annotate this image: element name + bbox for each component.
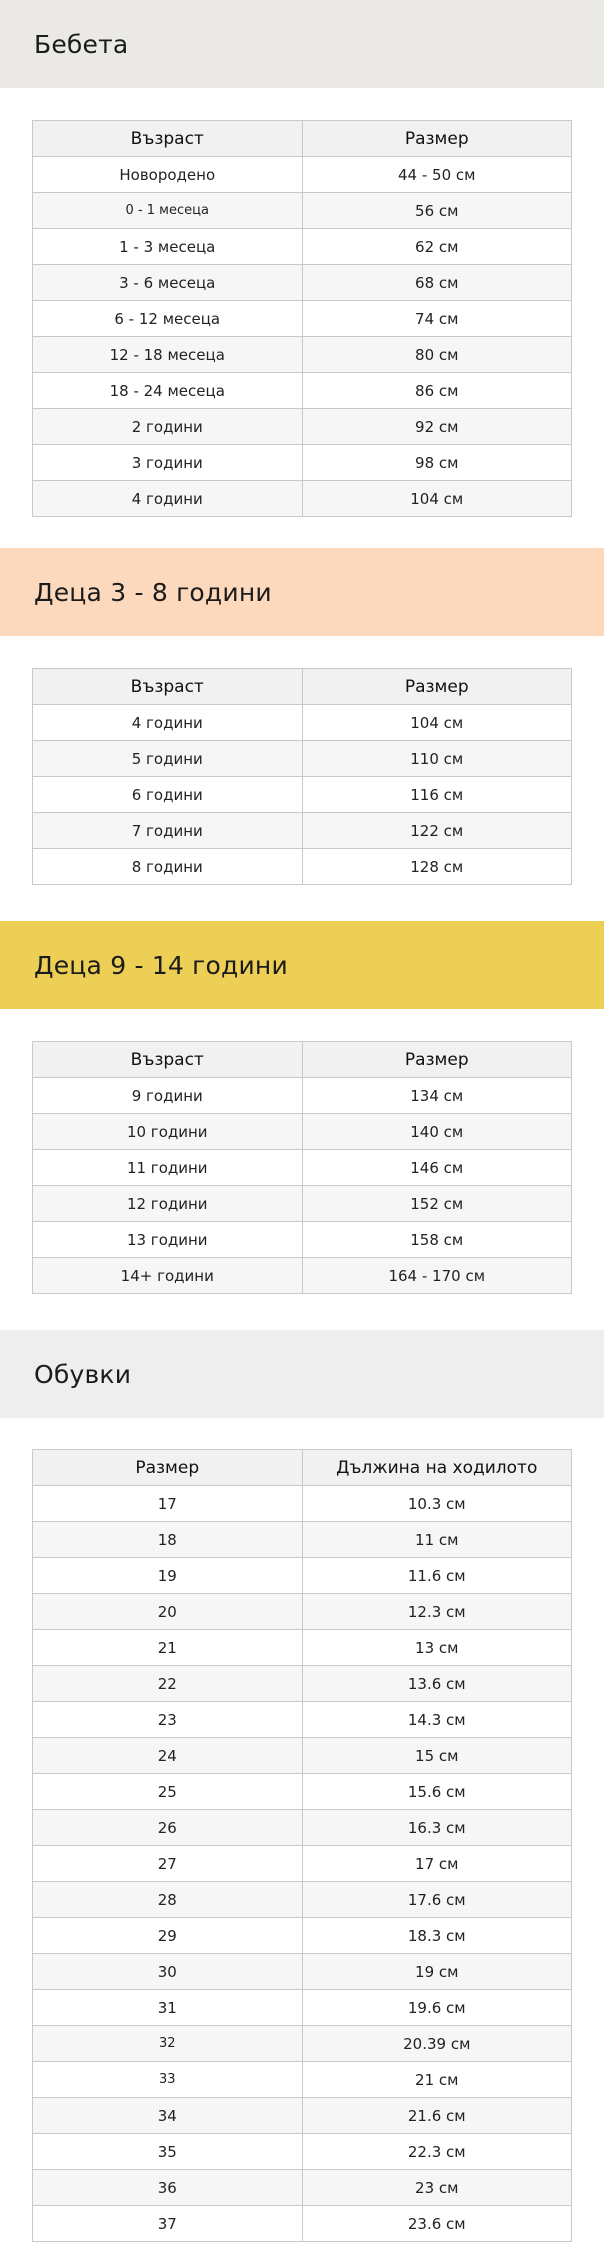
- age-cell: 13 години: [33, 1222, 303, 1258]
- table-row: [33, 2026, 572, 2062]
- shoe-size-cell: 21: [33, 1630, 303, 1666]
- table-row: [33, 1258, 572, 1294]
- section-title: Обувки: [34, 1359, 132, 1389]
- shoe-size-cell: 27: [33, 1846, 303, 1882]
- table-row: [33, 1186, 572, 1222]
- age-cell: 14+ години: [33, 1258, 303, 1294]
- size-table-kids-3-8: [32, 668, 572, 885]
- age-cell: 1 - 3 месеца: [33, 229, 303, 265]
- shoe-size-cell: 32: [33, 2026, 303, 2062]
- size-cell: 158 см: [302, 1222, 572, 1258]
- column-header-size: Размер: [302, 669, 572, 705]
- age-cell: 2 години: [33, 409, 303, 445]
- column-header-age: Възраст: [33, 669, 303, 705]
- age-cell: Новородено: [33, 157, 303, 193]
- table-row: [33, 2134, 572, 2170]
- table-row: [33, 337, 572, 373]
- shoe-size-cell: 37: [33, 2206, 303, 2242]
- size-cell: 128 см: [302, 849, 572, 885]
- size-cell: 80 см: [302, 337, 572, 373]
- shoe-size-cell: 35: [33, 2134, 303, 2170]
- size-cell: 164 - 170 см: [302, 1258, 572, 1294]
- size-cell: 110 см: [302, 741, 572, 777]
- size-cell: 44 - 50 см: [302, 157, 572, 193]
- size-cell: 68 см: [302, 265, 572, 301]
- size-cell: 122 см: [302, 813, 572, 849]
- column-header-size: Размер: [302, 1042, 572, 1078]
- table-row: [33, 1558, 572, 1594]
- section-shoes: [0, 1330, 604, 1418]
- size-cell: 92 см: [302, 409, 572, 445]
- section-banner: [0, 0, 604, 88]
- section-title: Деца 3 - 8 години: [34, 577, 272, 607]
- table-row: [33, 1882, 572, 1918]
- column-header-foot-length: Дължина на ходилото: [302, 1450, 572, 1486]
- table-row: [33, 193, 572, 229]
- foot-length-cell: 10.3 см: [302, 1486, 572, 1522]
- size-cell: 140 см: [302, 1114, 572, 1150]
- shoe-size-cell: 25: [33, 1774, 303, 1810]
- size-table-babies: [32, 120, 572, 517]
- shoe-size-cell: 22: [33, 1666, 303, 1702]
- size-table-kids-9-14: [32, 1041, 572, 1294]
- section-title: Бебета: [34, 29, 129, 59]
- age-cell: 7 години: [33, 813, 303, 849]
- foot-length-cell: 13.6 см: [302, 1666, 572, 1702]
- table-row: [33, 1846, 572, 1882]
- foot-length-cell: 20.39 см: [302, 2026, 572, 2062]
- size-cell: 98 см: [302, 445, 572, 481]
- table-row: [33, 705, 572, 741]
- table-row: [33, 1810, 572, 1846]
- table-row: [33, 229, 572, 265]
- size-cell: 62 см: [302, 229, 572, 265]
- foot-length-cell: 12.3 см: [302, 1594, 572, 1630]
- table-row: [33, 1738, 572, 1774]
- age-cell: 4 години: [33, 705, 303, 741]
- table-header-row: [33, 1450, 572, 1486]
- table-row: [33, 1150, 572, 1186]
- size-table-shoes: [32, 1449, 572, 2242]
- foot-length-cell: 11.6 см: [302, 1558, 572, 1594]
- column-header-shoe-size: Размер: [33, 1450, 303, 1486]
- shoe-size-cell: 20: [33, 1594, 303, 1630]
- table-header-row: [33, 121, 572, 157]
- table-row: [33, 1954, 572, 1990]
- shoe-size-cell: 36: [33, 2170, 303, 2206]
- age-cell: 12 - 18 месеца: [33, 337, 303, 373]
- shoe-size-cell: 31: [33, 1990, 303, 2026]
- shoe-size-cell: 19: [33, 1558, 303, 1594]
- table-row: [33, 1078, 572, 1114]
- size-cell: 86 см: [302, 373, 572, 409]
- shoe-size-cell: 29: [33, 1918, 303, 1954]
- section-babies: [0, 0, 604, 88]
- table-row: [33, 1486, 572, 1522]
- section-kids-9-14: [0, 921, 604, 1009]
- column-header-age: Възраст: [33, 1042, 303, 1078]
- shoe-size-cell: 26: [33, 1810, 303, 1846]
- age-cell: 6 години: [33, 777, 303, 813]
- age-cell: 4 години: [33, 481, 303, 517]
- foot-length-cell: 14.3 см: [302, 1702, 572, 1738]
- size-cell: 146 см: [302, 1150, 572, 1186]
- table-row: [33, 1522, 572, 1558]
- foot-length-cell: 15 см: [302, 1738, 572, 1774]
- age-cell: 9 години: [33, 1078, 303, 1114]
- table-row: [33, 373, 572, 409]
- table-row: [33, 1666, 572, 1702]
- column-header-age: Възраст: [33, 121, 303, 157]
- table-row: [33, 2170, 572, 2206]
- section-banner: [0, 921, 604, 1009]
- table-row: [33, 481, 572, 517]
- foot-length-cell: 15.6 см: [302, 1774, 572, 1810]
- table-row: [33, 1114, 572, 1150]
- foot-length-cell: 19 см: [302, 1954, 572, 1990]
- age-cell: 5 години: [33, 741, 303, 777]
- table-row: [33, 1990, 572, 2026]
- foot-length-cell: 13 см: [302, 1630, 572, 1666]
- foot-length-cell: 18.3 см: [302, 1918, 572, 1954]
- table-row: [33, 2206, 572, 2242]
- table-row: [33, 1594, 572, 1630]
- age-cell: 18 - 24 месеца: [33, 373, 303, 409]
- table-row: [33, 1918, 572, 1954]
- shoe-size-cell: 33: [33, 2062, 303, 2098]
- foot-length-cell: 19.6 см: [302, 1990, 572, 2026]
- table-header-row: [33, 1042, 572, 1078]
- shoe-size-cell: 17: [33, 1486, 303, 1522]
- shoe-size-cell: 30: [33, 1954, 303, 1990]
- table-row: [33, 2062, 572, 2098]
- size-cell: 104 см: [302, 705, 572, 741]
- age-cell: 8 години: [33, 849, 303, 885]
- table-row: [33, 157, 572, 193]
- foot-length-cell: 17 см: [302, 1846, 572, 1882]
- table-row: [33, 813, 572, 849]
- table-row: [33, 1702, 572, 1738]
- section-banner: [0, 548, 604, 636]
- foot-length-cell: 21 см: [302, 2062, 572, 2098]
- table-row: [33, 777, 572, 813]
- section-kids-3-8: [0, 548, 604, 636]
- size-cell: 134 см: [302, 1078, 572, 1114]
- table-header-row: [33, 669, 572, 705]
- table-row: [33, 1630, 572, 1666]
- column-header-size: Размер: [302, 121, 572, 157]
- age-cell: 3 - 6 месеца: [33, 265, 303, 301]
- foot-length-cell: 11 см: [302, 1522, 572, 1558]
- foot-length-cell: 16.3 см: [302, 1810, 572, 1846]
- foot-length-cell: 17.6 см: [302, 1882, 572, 1918]
- age-cell: 12 години: [33, 1186, 303, 1222]
- shoe-size-cell: 28: [33, 1882, 303, 1918]
- shoe-size-cell: 23: [33, 1702, 303, 1738]
- size-cell: 152 см: [302, 1186, 572, 1222]
- foot-length-cell: 21.6 см: [302, 2098, 572, 2134]
- table-row: [33, 2098, 572, 2134]
- foot-length-cell: 23.6 см: [302, 2206, 572, 2242]
- foot-length-cell: 22.3 см: [302, 2134, 572, 2170]
- table-row: [33, 849, 572, 885]
- table-row: [33, 265, 572, 301]
- age-cell: 6 - 12 месеца: [33, 301, 303, 337]
- shoe-size-cell: 34: [33, 2098, 303, 2134]
- size-cell: 116 см: [302, 777, 572, 813]
- age-cell: 11 години: [33, 1150, 303, 1186]
- size-cell: 56 см: [302, 193, 572, 229]
- size-cell: 74 см: [302, 301, 572, 337]
- shoe-size-cell: 18: [33, 1522, 303, 1558]
- age-cell: 10 години: [33, 1114, 303, 1150]
- table-row: [33, 1774, 572, 1810]
- table-row: [33, 1222, 572, 1258]
- section-banner: [0, 1330, 604, 1418]
- section-title: Деца 9 - 14 години: [34, 950, 288, 980]
- age-cell: 0 - 1 месеца: [33, 193, 303, 229]
- table-row: [33, 445, 572, 481]
- table-row: [33, 741, 572, 777]
- age-cell: 3 години: [33, 445, 303, 481]
- size-cell: 104 см: [302, 481, 572, 517]
- foot-length-cell: 23 см: [302, 2170, 572, 2206]
- table-row: [33, 409, 572, 445]
- shoe-size-cell: 24: [33, 1738, 303, 1774]
- table-row: [33, 301, 572, 337]
